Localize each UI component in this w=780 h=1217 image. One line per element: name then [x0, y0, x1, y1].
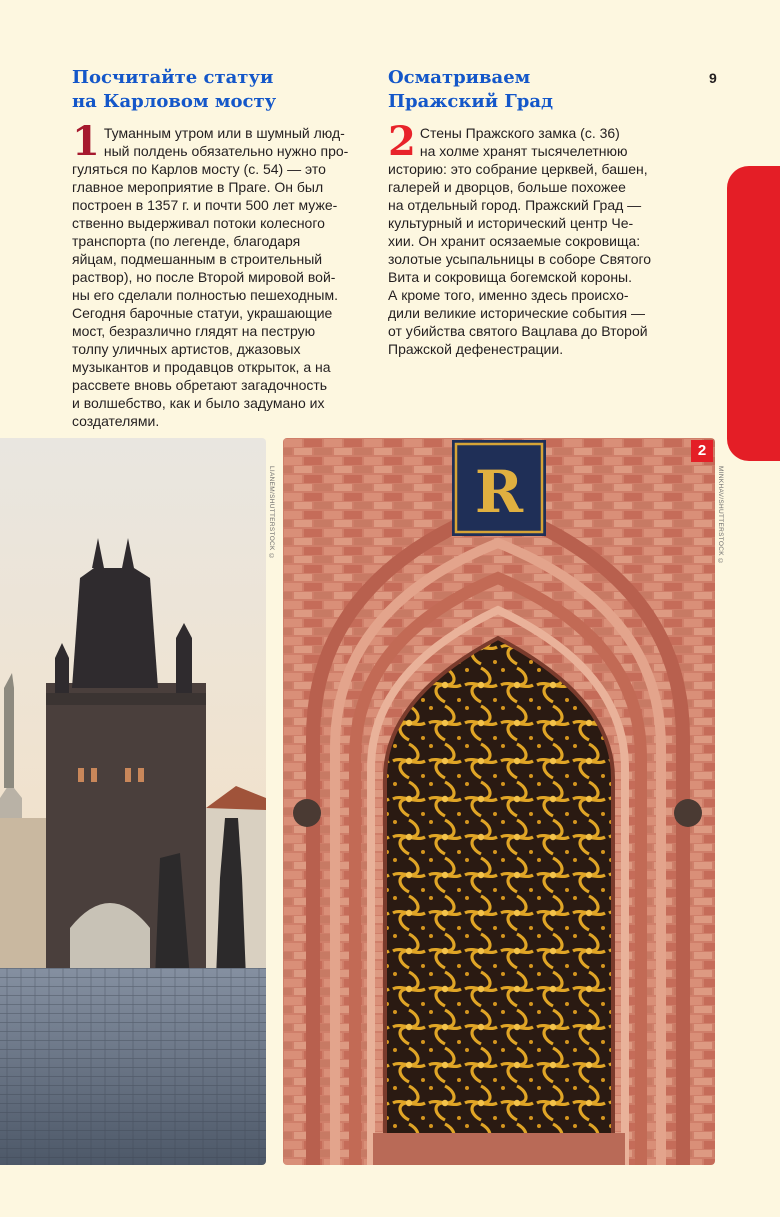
monogram-text: R — [474, 458, 524, 526]
body-line: на холме хранят тысячелетнюю — [419, 143, 628, 159]
body-line: создателями. — [72, 413, 160, 429]
section-1-heading — [72, 66, 364, 114]
body-line: Стены Пражского замка (с. 36) — [419, 125, 620, 141]
section-2-body — [388, 118, 688, 358]
body-line: ны его сделали полностью пешеходным. — [72, 287, 338, 303]
body-line: раствор), но после Второй мировой вой- — [72, 269, 336, 285]
body-line: Пражской дефенестрации. — [388, 341, 564, 357]
section-1-number: 1 — [72, 118, 100, 165]
body-line: дили великие исторические события — — [388, 305, 645, 321]
body-line: галерей и дворцов, больше похожее — [388, 179, 626, 195]
body-line: хии. Он хранит осязаемые сокровища: — [388, 233, 641, 249]
body-line: Туманным утром или в шумный люд- — [103, 125, 345, 141]
photo-credit-2: MINKHAV/SHUTTERSTOCK © — [717, 466, 724, 566]
photo-badge: 2 — [691, 440, 713, 462]
body-line: историю: это собрание церквей, башен, — [388, 161, 648, 177]
section-2-heading-line: Пражский Град — [388, 91, 554, 112]
body-line: А кроме того, именно здесь происхо- — [388, 287, 629, 303]
section-2-heading-line: Осматриваем — [388, 67, 531, 88]
body-line: музыкантов и продавцов открыток, а на — [72, 359, 331, 375]
body-line: золотые усыпальницы в соборе Святого — [388, 251, 652, 267]
section-1-body — [72, 118, 364, 430]
charles-bridge-photo — [0, 438, 266, 1165]
section-1 — [72, 66, 364, 430]
section-2 — [388, 66, 688, 358]
body-line: яйцам, подмешанным в строительный — [72, 251, 323, 267]
body-line: и волшебство, как и было задумано их — [72, 395, 325, 411]
section-2-number: 2 — [388, 118, 416, 165]
st-vitus-door-photo — [283, 438, 715, 1165]
body-line: построен в 1357 г. и почти 500 лет муже- — [72, 197, 338, 213]
section-1-heading-line: на Карловом мосту — [72, 91, 277, 112]
body-line: главное мероприятие в Праге. Он был — [72, 179, 324, 195]
chapter-side-tab — [727, 166, 780, 461]
photo-credit-1: LIANEM/SHUTTERSTOCK © — [268, 466, 275, 561]
body-line: ный полдень обязательно нужно про- — [103, 143, 349, 159]
body-line: транспорта (по легенде, благодаря — [72, 233, 301, 249]
body-line: на отдельный город. Пражский Град — — [388, 197, 642, 213]
body-line: гуляться по Карлов мосту (с. 54) — это — [72, 161, 326, 177]
body-line: толпу уличных артистов, джазовых — [72, 341, 301, 357]
body-line: Сегодня барочные статуи, украшающие — [72, 305, 333, 321]
body-line: рассвете вновь обретают загадочность — [72, 377, 328, 393]
section-2-heading — [388, 66, 688, 114]
body-line: ственно выдерживал потоки колесного — [72, 215, 325, 231]
body-line: от убийства святого Вацлава до Второй — [388, 323, 648, 339]
section-1-heading-line: Посчитайте статуи — [72, 67, 274, 88]
body-line: Вита и сокровища богемской короны. — [388, 269, 633, 285]
page-number: 9 — [709, 70, 717, 86]
body-line: мост, безразлично глядят на пеструю — [72, 323, 316, 339]
body-line: культурный и исторический центр Че- — [388, 215, 634, 231]
